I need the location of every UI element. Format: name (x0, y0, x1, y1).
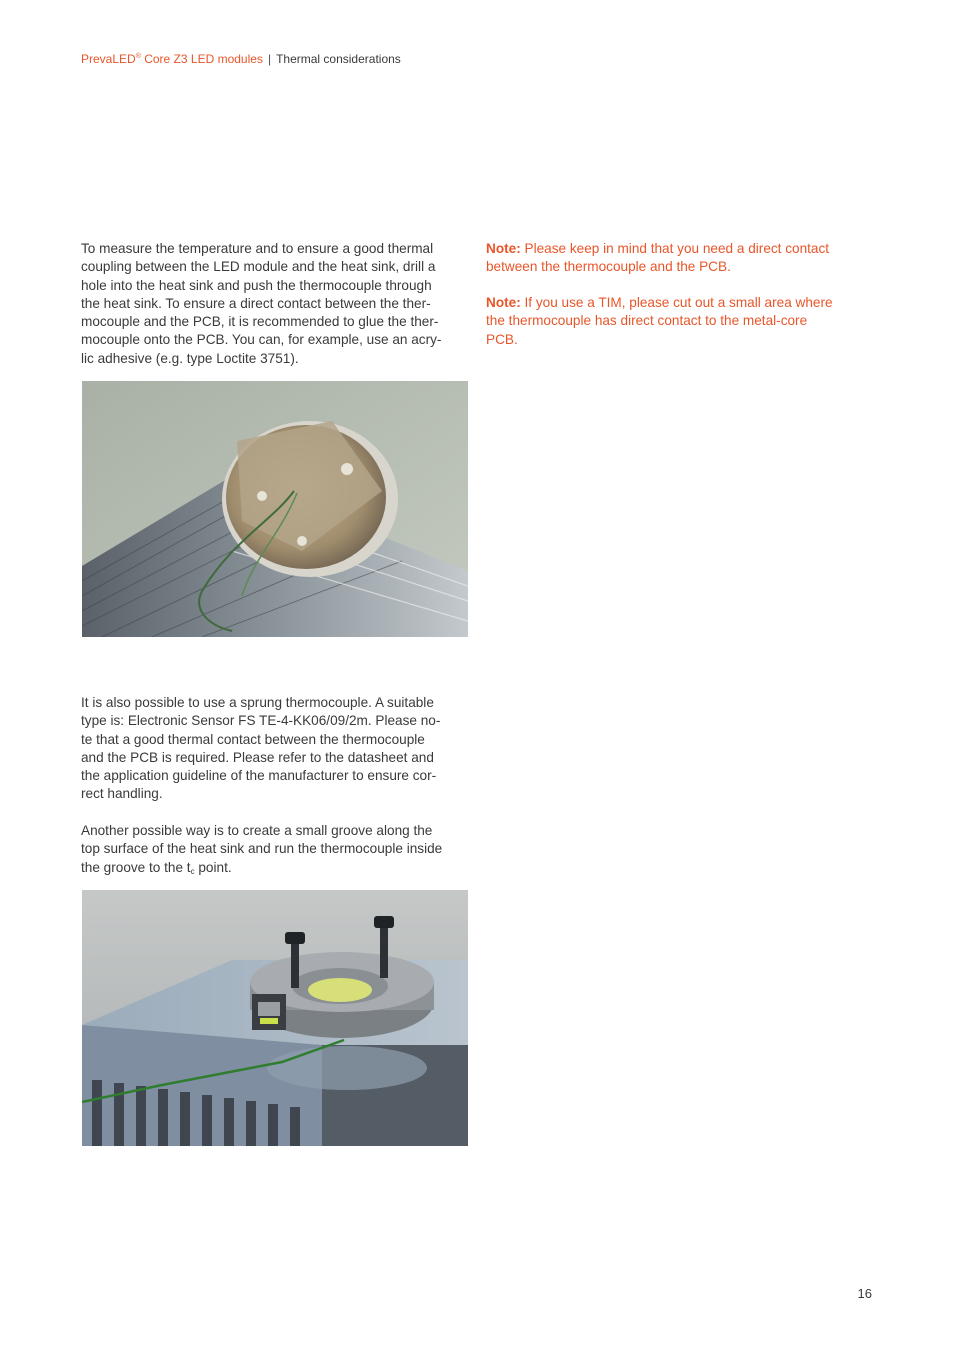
header-section: Thermal considerations (276, 52, 401, 66)
page-number: 16 (857, 1286, 872, 1301)
photo-led-module-heat-sink (82, 381, 468, 637)
figure-groove-render (82, 890, 468, 1146)
header-product: PrevaLED® Core Z3 LED modules (81, 52, 263, 66)
note-direct-contact: Note: Please keep in mind that you need a direct contact between the thermocouple and the PCB. (486, 241, 830, 275)
paragraph-groove: Another possible way is to create a small groove along the top surface of the heat sink and run the thermocouple inside the groove to the $t_c$ point. (81, 823, 443, 876)
note-tim-cutout: Note: If you use a TIM, please cut out a small area where the thermocouple has direct contact to the metal-core PCB. (486, 295, 833, 347)
running-header (81, 51, 401, 67)
header-separator: | (267, 52, 272, 66)
paragraph-sprung-thermocouple: It is also possible to use a sprung thermocouple. A suitable type is: Electronic Sensor FS TE-4-KK06/09/2m. Please no- te that a good thermal contact between the thermocouple and the PCB is required. Please refer to the datasheet and the application guideline of the manufacturer to ensure cor- rect handling. (81, 695, 441, 802)
paragraph-drill-hole: To measure the temperature and to ensure a good thermal coupling between the LED module and the heat sink, drill a hole into the heat sink and push the thermocouple through the heat sink. To ensure a direct contact between the ther- mocouple and the PCB, it is recommended to glue the ther- mocouple onto the PCB. You can, for example, use an acry- lic adhesive (e.g. type Loctite 3751). (81, 241, 442, 366)
render-led-module-heat-sink (82, 890, 468, 1146)
figure-thermocouple-photo (82, 381, 468, 637)
